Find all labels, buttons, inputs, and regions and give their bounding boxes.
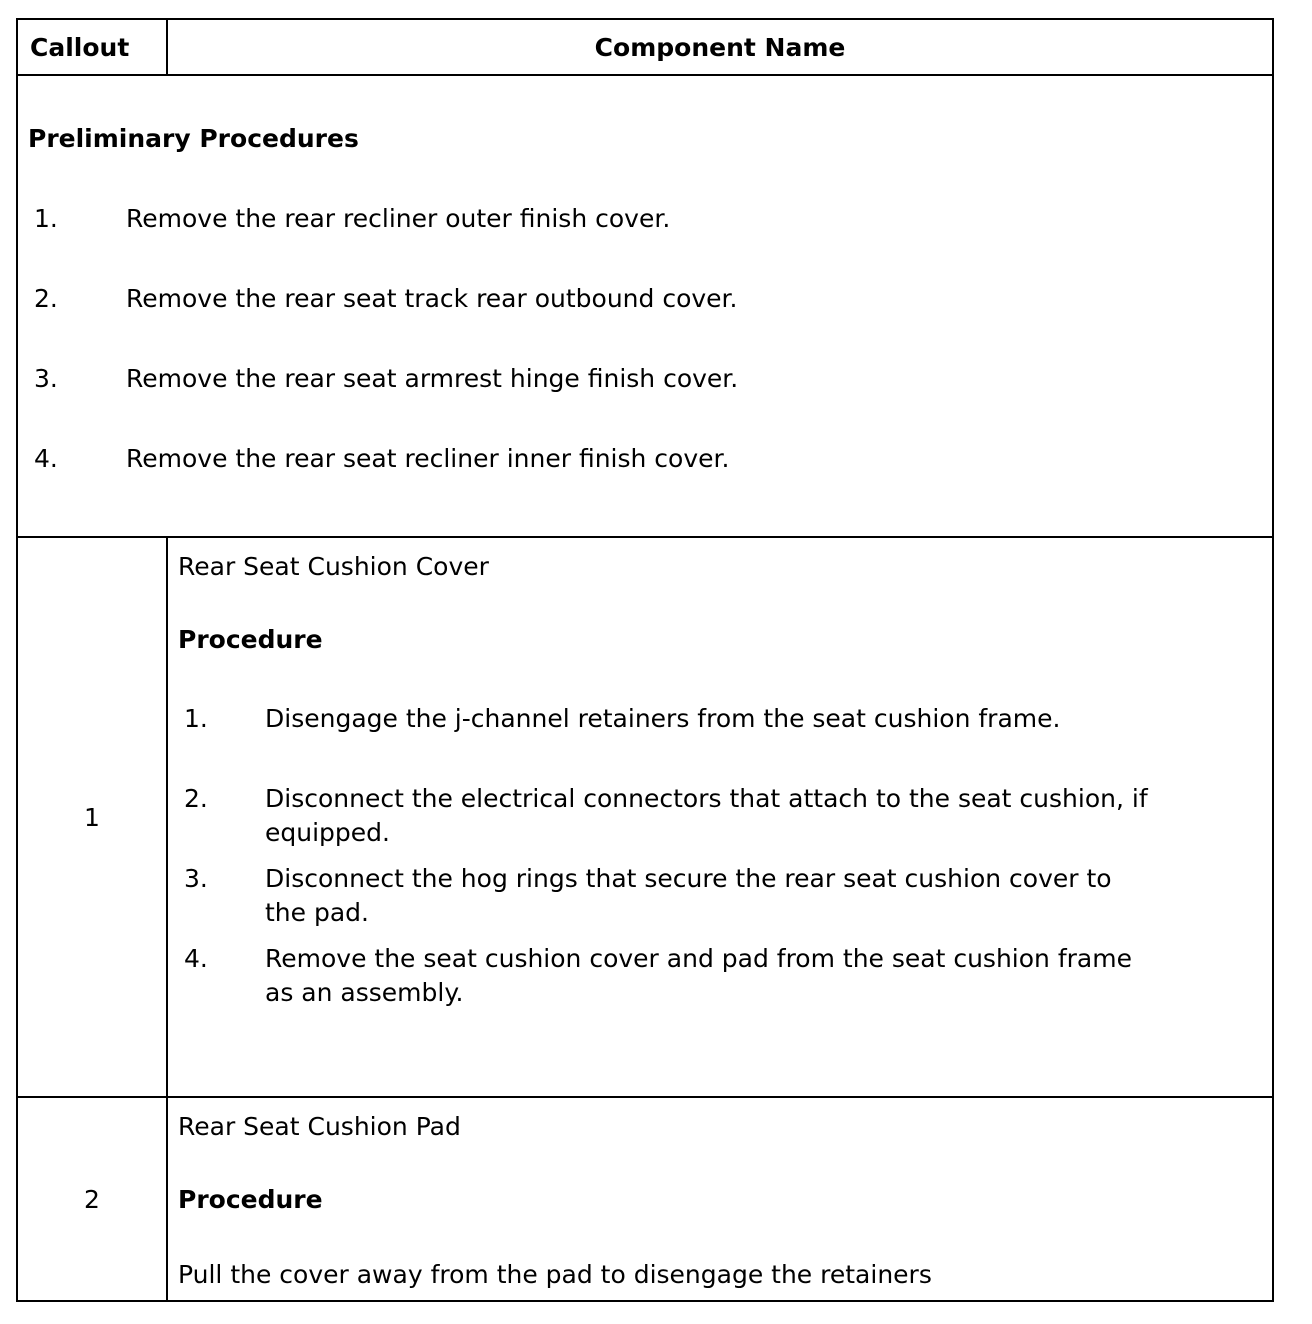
component-name-column-header: Component Name: [167, 19, 1273, 75]
procedure-step: [184, 782, 1154, 850]
step-number: 3.: [184, 864, 208, 893]
callout-number: 1: [17, 537, 167, 1097]
step-number: 3.: [34, 364, 58, 393]
table-row: [17, 1097, 1273, 1301]
callout-number: 2: [17, 1097, 167, 1301]
step-number: 2.: [184, 784, 208, 813]
callout-column-header: Callout: [17, 19, 167, 75]
step-number: 4.: [184, 944, 208, 973]
procedure-step: [184, 862, 1154, 930]
preliminary-step: [34, 364, 738, 394]
preliminary-step: [34, 444, 729, 474]
step-text: Disconnect the hog rings that secure the rear seat cushion cover to the pad.: [265, 864, 1112, 927]
component-name: Rear Seat Cushion Pad: [178, 1112, 461, 1141]
component-name: Rear Seat Cushion Cover: [178, 552, 489, 581]
preliminary-step: [34, 284, 738, 314]
step-number: 1.: [184, 704, 208, 733]
step-text: Disconnect the electrical connectors that attach to the seat cushion, if equipped.: [265, 784, 1148, 847]
procedure-label: Procedure: [178, 625, 323, 654]
step-text: Remove the rear recliner outer finish cover.: [126, 204, 671, 233]
procedure-step: [184, 942, 1154, 1010]
component-cell: [167, 537, 1273, 1097]
table-header-row: [17, 19, 1273, 75]
step-text: Remove the seat cushion cover and pad from the seat cushion frame as an assembly.: [265, 944, 1132, 1007]
step-text: Remove the rear seat recliner inner finish cover.: [126, 444, 730, 473]
step-text: Remove the rear seat armrest hinge finish cover.: [126, 364, 739, 393]
component-cell: [167, 1097, 1273, 1301]
step-number: 1.: [34, 204, 58, 233]
procedure-label: Procedure: [178, 1185, 323, 1214]
preliminary-procedures-cell: [17, 75, 1273, 537]
step-text: Disengage the j-channel retainers from the seat cushion frame.: [265, 704, 1061, 733]
preliminary-step: [34, 204, 670, 234]
step-number: 4.: [34, 444, 58, 473]
preliminary-procedures-row: [17, 75, 1273, 537]
procedure-text: Pull the cover away from the pad to disengage the retainers: [178, 1260, 932, 1289]
step-text: Remove the rear seat track rear outbound cover.: [126, 284, 738, 313]
preliminary-procedures-title: Preliminary Procedures: [28, 124, 359, 153]
procedure-step: [184, 702, 1154, 736]
component-table: [16, 18, 1274, 1302]
table-row: [17, 537, 1273, 1097]
step-number: 2.: [34, 284, 58, 313]
